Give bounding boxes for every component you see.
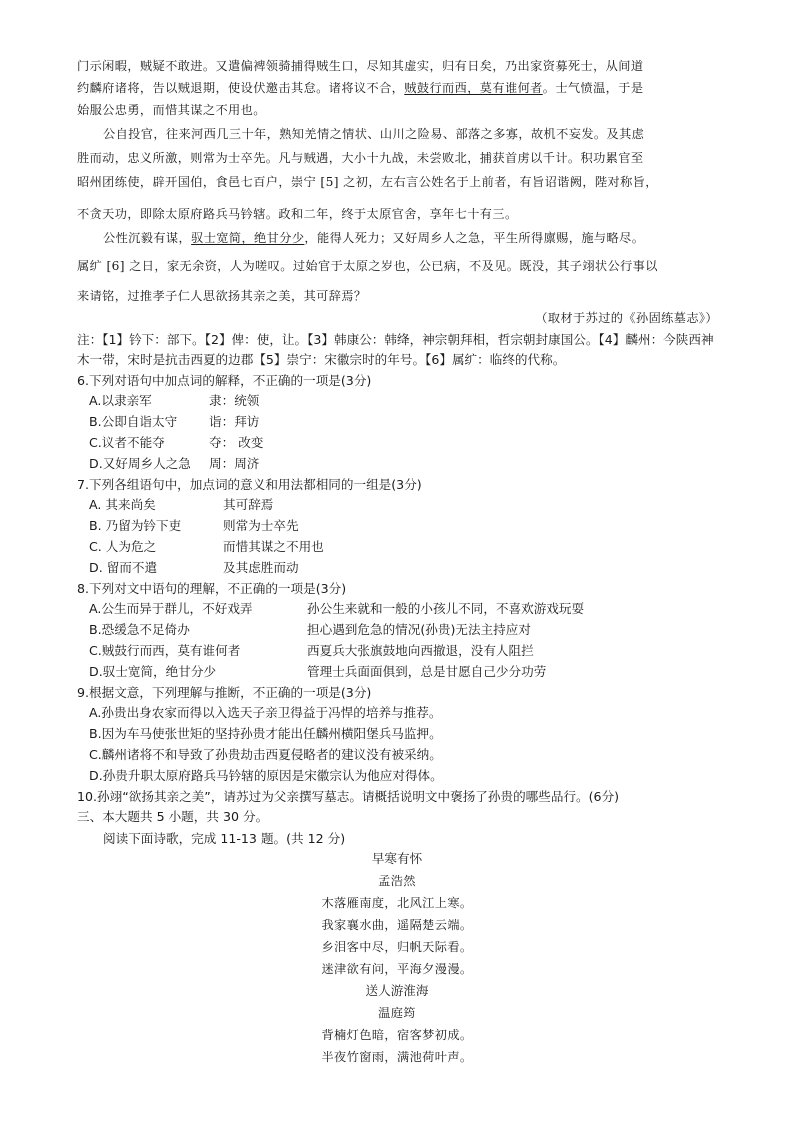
option-b-gloss: 诣：拜访 — [209, 414, 260, 429]
option-c-translation: 西夏兵大张旗鼓地向西撤退，没有人阻拦 — [307, 643, 534, 658]
option-c: C.麟州诸将不和导致了孙贵劫击西夏侵略者的建议没有被采纳。 — [89, 747, 442, 762]
option-d-translation: 管理士兵面面俱到，总是甘愿自己少分功劳 — [307, 664, 547, 679]
option-a: A.公生而异于群儿，不好戏弄 — [89, 601, 253, 616]
poem-line: 半夜竹窗雨，满池荷叶声。 — [321, 1050, 473, 1064]
poem-author: 孟浩然 — [378, 874, 416, 888]
poem-line: 迷津欲有问，平海夕漫漫。 — [321, 962, 473, 976]
underlined-phrase: 贼鼓行而西，莫有谁何者 — [404, 81, 543, 95]
option-a-gloss: 隶：统领 — [209, 393, 260, 408]
annotation-notes: 注：【1】钤下：部下。【2】俾：使，让。【3】韩康公：韩绛，神宗朝拜相，哲宗朝封康国公。【4】麟州：今陕西神木一带，宋时是抗击西夏的边郡【5】崇宁：宋徽宗时的年号。【6】属纩：临终的代称。 — [77, 332, 714, 367]
option-b-translation: 担心遇到危急的情况(孙贵)无法主持应对 — [307, 622, 531, 637]
poem-line: 背楠灯色暗，宿客梦初成。 — [321, 1028, 473, 1042]
passage-line: 属纩 [6] 之日，家无余资，人为嗟叹。过始官于太原之岁也，公已病，不及见。既没，其子翊状公行事以 — [77, 259, 658, 273]
option-d: D.驭士宽简，绝甘分少 — [89, 664, 217, 679]
option-d: D.又好周乡人之急 — [89, 456, 191, 471]
poem-line: 木落雁南度，北风江上寒。 — [321, 896, 473, 910]
passage-line: 约麟府诸将，告以贼退期，使设伏邀击其怠。诸将议不合，贼鼓行而西，莫有谁何者。士气愤温，于是 — [77, 81, 644, 95]
option-c-gloss: 夺： 改变 — [209, 435, 264, 450]
option-b-pair: 则常为士卒先 — [223, 518, 299, 533]
poem-title: 送人游淮海 — [365, 983, 429, 998]
option-c: C. 人为危之 — [89, 539, 157, 554]
section-intro: 阅读下面诗歌，完成 11-13 题。(共 12 分) — [103, 831, 346, 846]
option-c-pair: 而惜其谋之不用也 — [223, 539, 324, 554]
passage-line: 胜而动，忠义所激，则常为士卒先。凡与贼遇，大小十九战，未尝败北，捕获首虏以千计。积功累官至 — [77, 151, 644, 165]
option-d-gloss: 周：周济 — [209, 456, 260, 471]
option-b: B.恐缓急不足倚办 — [89, 622, 190, 637]
option-a: A.以隶亲军 — [89, 393, 152, 408]
section-heading: 三、本大题共 5 小题，共 30 分。 — [77, 809, 269, 824]
option-c: C.议者不能夺 — [89, 435, 165, 450]
passage-line: 来请铭，过推孝子仁人思欲扬其亲之美，其可辞焉？ — [77, 289, 367, 303]
option-a: A. 其来尚矣 — [89, 497, 156, 512]
poem-line: 我家襄水曲，遥隔楚云端。 — [321, 918, 473, 932]
passage-source: （取材于苏过的《孙固练墓志》） — [535, 311, 718, 325]
question-stem: 10.孙翊“欲扬其亲之美”，请苏过为父亲撰写墓志。请概括说明文中褒扬了孙贵的哪些品行。(6分) — [77, 789, 620, 804]
passage-line: 昭州团练使，辟开国伯，食邑七百户，崇宁 [5] 之初，左右言公姓名于上前者，有旨诏谐阙，陛对称旨， — [77, 175, 658, 189]
poem-title: 早寒有怀 — [371, 851, 423, 866]
option-a: A.孙贵出身农家而得以入选天子亲卫得益于冯悍的培养与推荐。 — [89, 705, 442, 720]
option-c: C.贼鼓行而西，莫有谁何者 — [89, 643, 241, 658]
option-d: D.孙贵升职太原府路兵马钤辖的原因是宋徽宗认为他应对得体。 — [89, 768, 443, 783]
passage-line: 不贪天功，即除太原府路兵马钤辖。政和二年，终于太原官舍，享年七十有三。 — [77, 207, 518, 221]
passage-line: 门示闲暇，贼疑不敢进。又遣偏裨领骑捕得贼生口，尽知其虚实，归有日矣，乃出家资募死士，从间道 — [77, 59, 644, 73]
poem-author: 温庭筠 — [378, 1006, 416, 1020]
question-stem: 6.下列对语句中加点词的解释，不正确的一项是(3分) — [77, 373, 372, 388]
option-d-pair: 及其虑胜而动 — [223, 560, 299, 575]
passage-line: 始服公忠勇，而惜其谋之不用也。 — [77, 103, 266, 117]
question-stem: 7.下列各组语句中，加点词的意义和用法都相同的一组是(3分) — [77, 477, 422, 492]
option-a-pair: 其可辞焉 — [223, 497, 274, 512]
option-a-translation: 孙公生来就和一般的小孩儿不同，不喜欢游戏玩耍 — [307, 601, 585, 616]
option-b: B.公即自诣太守 — [89, 414, 178, 429]
passage-line: 公性沉毅有谋，驭士宽简，绝甘分少，能得人死力；又好周乡人之急，平生所得廪赐，施与略尽。 — [103, 231, 645, 245]
passage-line: 公自投官，往来河西几三十年，熟知羌情之情状、山川之险易、部落之多寡，故机不妄发。及其虑 — [103, 127, 645, 141]
option-b: B.因为车马使张世矩的坚持孙贵才能出任麟州横阳堡兵马监押。 — [89, 726, 442, 741]
question-stem: 8.下列对文中语句的理解，不正确的一项是(3分) — [77, 581, 347, 596]
question-stem: 9.根据文意，下列理解与推断，不正确的一项是(3分) — [77, 685, 372, 700]
poem-line: 乡泪客中尽，归帆天际看。 — [321, 940, 473, 954]
option-b: B. 乃留为钤下吏 — [89, 518, 182, 533]
underlined-phrase: 驭士宽简，绝甘分少 — [191, 231, 305, 245]
option-d: D. 留而不遣 — [89, 560, 158, 575]
